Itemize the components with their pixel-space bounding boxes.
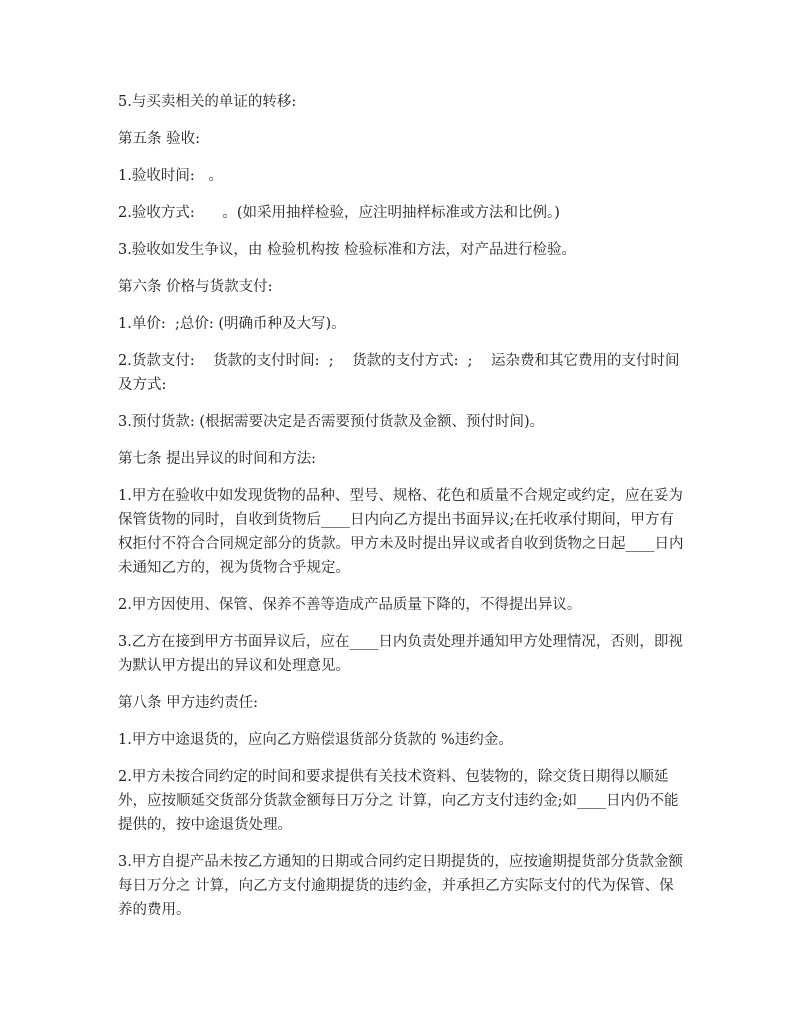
paragraph-3: 1.验收时间: 。 bbox=[118, 168, 224, 184]
paragraph-15: 1.甲方中途退货的，应向乙方赔偿退货部分货款的 %违约金。 bbox=[118, 732, 513, 748]
paragraph-1: 5.与买卖相关的单证的转移: bbox=[118, 94, 297, 110]
paragraph-12: 2.甲方因使用、保管、保养不善等造成产品质量下降的，不得提出异议。 bbox=[118, 597, 582, 613]
section-5-heading: 第五条 验收: bbox=[118, 131, 200, 147]
paragraph-16: 2.甲方未按合同约定的时间和要求提供有关技术资料、包装物的，除交货日期得以顺延外，应按顺延交货部分货款金额每日万分之 计算，向乙方支付违约金;如____日内仍不能提供的，按中途退货处理。 bbox=[118, 769, 679, 833]
paragraph-17: 3.甲方自提产品未按乙方通知的日期或合同约定日期提货的，应按逾期提货部分货款金额每日万分之 计算，向乙方支付逾期提货的违约金，并承担乙方实际支付的代为保管、保养的费用。 bbox=[118, 854, 683, 918]
section-6-heading: 第六条 价格与货款支付: bbox=[118, 279, 273, 295]
paragraph-11: 1.甲方在验收中如发现货物的品种、型号、规格、花色和质量不合规定或约定，应在妥为保管货物的同时，自收到货物后____日内向乙方提出书面异议;在托收承付期间，甲方有权拒付不符合合同规定部分的货款。甲方未及时提出异议或者自收到货物之日起____日内未通知乙方的，视为货物合乎规定。 bbox=[118, 488, 684, 576]
section-8-heading: 第八条 甲方违约责任: bbox=[118, 695, 258, 711]
paragraph-7: 1.单价: ;总价: (明确币种及大写)。 bbox=[118, 316, 346, 332]
section-7-heading: 第七条 提出异议的时间和方法: bbox=[118, 451, 316, 467]
paragraph-13: 3.乙方在接到甲方书面异议后，应在____日内负责处理并通知甲方处理情况，否则，即视为默认甲方提出的异议和处理意见。 bbox=[118, 634, 683, 674]
paragraph-8: 2.货款支付: 货款的支付时间: ; 货款的支付方式: ; 运杂费和其它费用的支付时间及方式: bbox=[118, 353, 680, 393]
paragraph-5: 3.验收如发生争议，由 检验机构按 检验标准和方法，对产品进行检验。 bbox=[118, 242, 577, 258]
paragraph-4: 2.验收方式: 。(如采用抽样检验，应注明抽样标准或方法和比例。) bbox=[118, 205, 560, 221]
paragraph-9: 3.预付货款: (根据需要决定是否需要预付货款及金额、预付时间)。 bbox=[118, 414, 545, 430]
document-page bbox=[118, 90, 684, 922]
